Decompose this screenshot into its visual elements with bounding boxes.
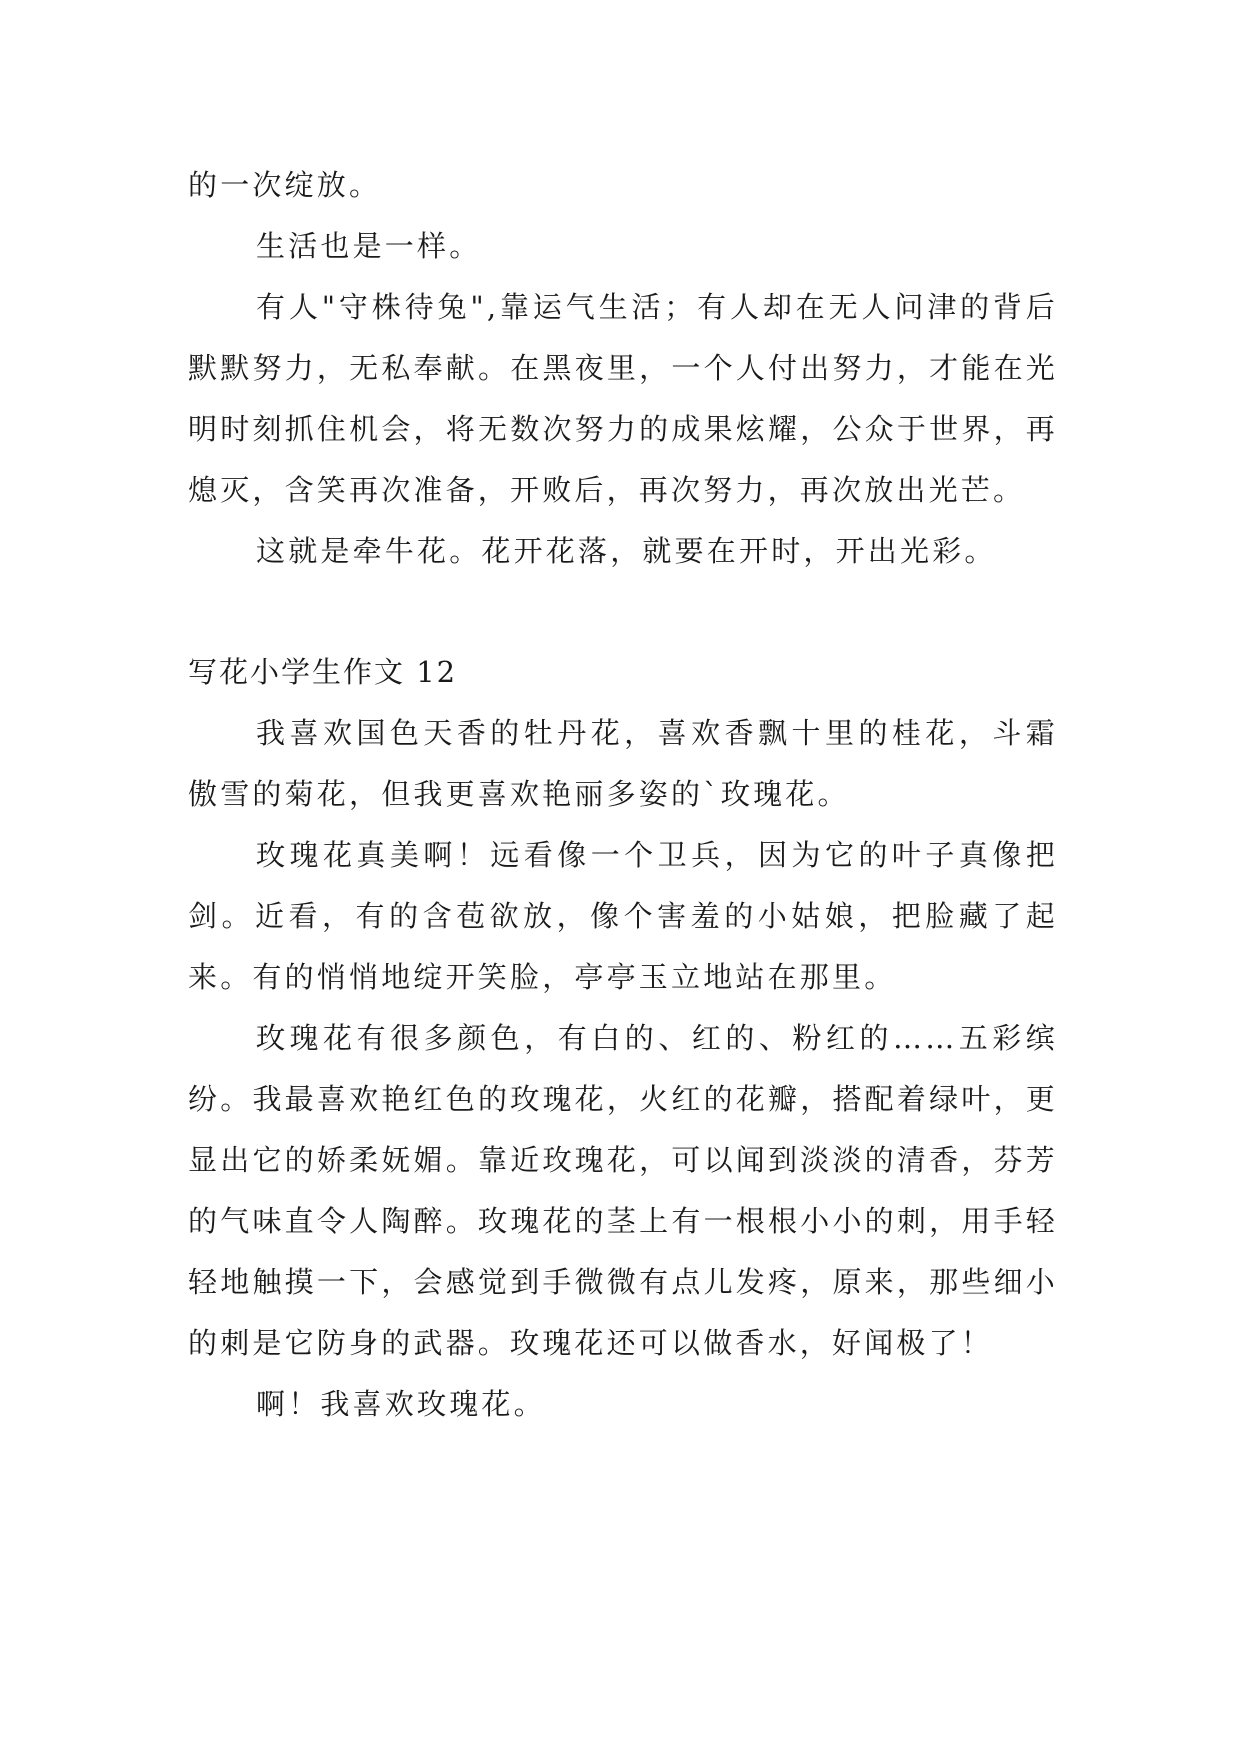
section-title: 写花小学生作文 12 xyxy=(188,655,458,689)
document-body xyxy=(188,155,1058,1435)
paragraph: 啊！我喜欢玫瑰花。 xyxy=(256,1387,546,1421)
paragraph: 生活也是一样。 xyxy=(256,229,482,263)
paragraph: 有人"守株待兔",靠运气生活；有人却在无人问津的背后默默努力，无私奉献。在黑夜里，一个人付出努力，才能在光明时刻抓住机会，将无数次努力的成果炫耀，公众于世界，再熄灭，含笑再次准备，开败后，再次努力，再次放出光芒。 xyxy=(188,290,1058,507)
paragraph: 这就是牵牛花。花开花落，就要在开时，开出光彩。 xyxy=(256,534,997,568)
paragraph-continued-fragment: 的一次绽放。 xyxy=(188,168,382,202)
paragraph: 玫瑰花有很多颜色，有白的、红的、粉红的……五彩缤纷。我最喜欢艳红色的玫瑰花，火红的花瓣，搭配着绿叶，更显出它的娇柔妩媚。靠近玫瑰花，可以闻到淡淡的清香，芬芳的气味直令人陶醉。玫瑰花的茎上有一根根小小的刺，用手轻轻地触摸一下，会感觉到手微微有点儿发疼，原来，那些细小的刺是它防身的武器。玫瑰花还可以做香水，好闻极了！ xyxy=(188,1021,1058,1360)
paragraph: 我喜欢国色天香的牡丹花，喜欢香飘十里的桂花，斗霜傲雪的菊花，但我更喜欢艳丽多姿的`玫瑰花。 xyxy=(188,716,1058,811)
paragraph: 玫瑰花真美啊！远看像一个卫兵，因为它的叶子真像把剑。近看，有的含苞欲放，像个害羞的小姑娘，把脸藏了起来。有的悄悄地绽开笑脸，亭亭玉立地站在那里。 xyxy=(188,838,1058,994)
